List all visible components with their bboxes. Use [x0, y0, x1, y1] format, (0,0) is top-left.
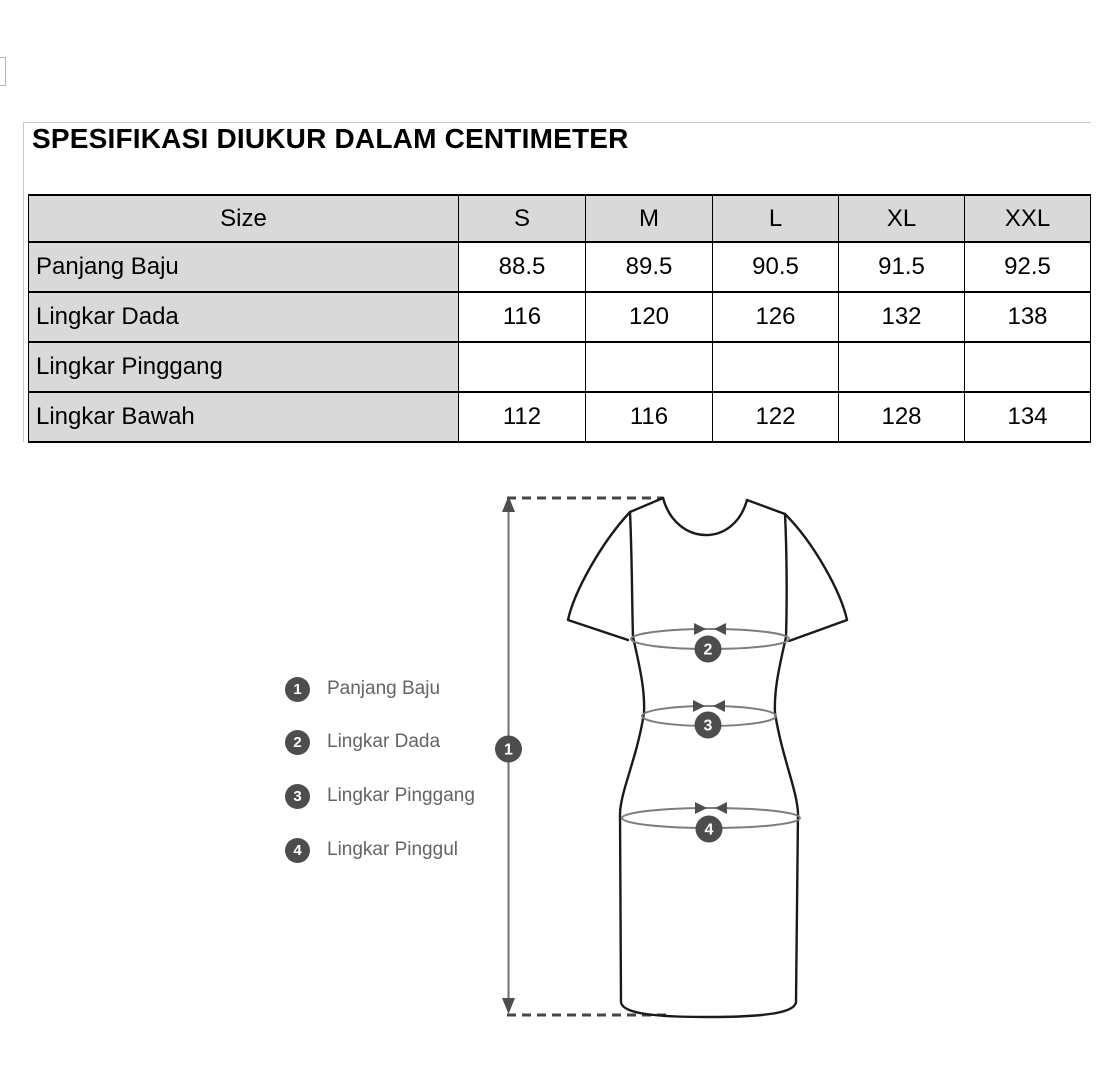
- legend-item-lingkar-dada: [285, 729, 440, 755]
- cell-value: 120: [586, 292, 713, 342]
- col-header-xxl: XXL: [965, 195, 1091, 242]
- legend-number-icon: 2: [285, 730, 310, 755]
- legend-number-icon: 1: [285, 677, 310, 702]
- table-row-lingkar-pinggang: [29, 342, 1091, 392]
- svg-text:2: 2: [703, 641, 713, 659]
- right-sleeve: [785, 514, 847, 641]
- cell-value: 91.5: [839, 242, 965, 292]
- right-shoulder: [747, 500, 785, 514]
- svg-text:3: 3: [703, 717, 713, 735]
- cell-value: [965, 342, 1091, 392]
- cell-value: 138: [965, 292, 1091, 342]
- cell-value: 90.5: [713, 242, 839, 292]
- col-header-size: Size: [29, 195, 459, 242]
- cropped-box-fragment: [0, 57, 6, 86]
- cell-value: [586, 342, 713, 392]
- cell-value: 126: [713, 292, 839, 342]
- dress-measurement-diagram: [455, 468, 920, 1053]
- legend-number-icon: 3: [285, 784, 310, 809]
- arrow-right-icon: [695, 802, 707, 814]
- arrow-left-icon: [715, 802, 727, 814]
- legend-label: Lingkar Pinggang: [327, 785, 475, 806]
- legend-item-panjang-baju: [285, 676, 440, 702]
- arrow-right-icon: [693, 700, 705, 712]
- measurement-marker-2: [695, 636, 722, 663]
- row-label: Lingkar Bawah: [29, 392, 459, 442]
- row-label: Panjang Baju: [29, 242, 459, 292]
- legend-number-icon: 4: [285, 838, 310, 863]
- table-row-lingkar-bawah: [29, 392, 1091, 442]
- row-label: Lingkar Dada: [29, 292, 459, 342]
- cell-value: 88.5: [459, 242, 586, 292]
- left-shoulder: [630, 498, 663, 512]
- col-header-l: L: [713, 195, 839, 242]
- cell-value: [459, 342, 586, 392]
- cell-value: 89.5: [586, 242, 713, 292]
- neckline: [663, 498, 747, 535]
- cell-value: 128: [839, 392, 965, 442]
- cell-value: 116: [586, 392, 713, 442]
- legend-label: Lingkar Dada: [327, 731, 441, 752]
- svg-text:1: 1: [504, 741, 513, 759]
- cell-value: 122: [713, 392, 839, 442]
- col-header-xl: XL: [839, 195, 965, 242]
- table-row-panjang-baju: [29, 242, 1091, 292]
- dress-body: [620, 512, 798, 1017]
- dress-outline: [568, 498, 847, 1017]
- page-title: SPESIFIKASI DIUKUR DALAM CENTIMETER: [32, 123, 629, 154]
- arrow-right-icon: [694, 623, 706, 635]
- legend-item-lingkar-pinggang: [285, 783, 475, 809]
- cell-value: [713, 342, 839, 392]
- cell-value: 116: [459, 292, 586, 342]
- cell-value: 92.5: [965, 242, 1091, 292]
- col-header-s: S: [459, 195, 586, 242]
- arrow-down-icon: [502, 998, 515, 1014]
- size-spec-table: [28, 194, 1091, 443]
- measurement-marker-4: [696, 816, 723, 843]
- left-sleeve: [568, 512, 630, 640]
- row-label: Lingkar Pinggang: [29, 342, 459, 392]
- svg-text:4: 4: [704, 821, 714, 839]
- legend-label: Panjang Baju: [327, 678, 441, 699]
- legend-item-lingkar-pinggul: [285, 837, 458, 863]
- cell-value: 112: [459, 392, 586, 442]
- col-header-m: M: [586, 195, 713, 242]
- table-header-row: [29, 195, 1091, 242]
- measurement-marker-3: [695, 712, 722, 739]
- legend-label: Lingkar Pinggul: [327, 839, 458, 860]
- arrow-left-icon: [714, 623, 726, 635]
- cell-value: 132: [839, 292, 965, 342]
- table-row-lingkar-dada: [29, 292, 1091, 342]
- measurement-marker-1: [495, 736, 522, 763]
- arrow-left-icon: [713, 700, 725, 712]
- cell-value: [839, 342, 965, 392]
- cell-value: 134: [965, 392, 1091, 442]
